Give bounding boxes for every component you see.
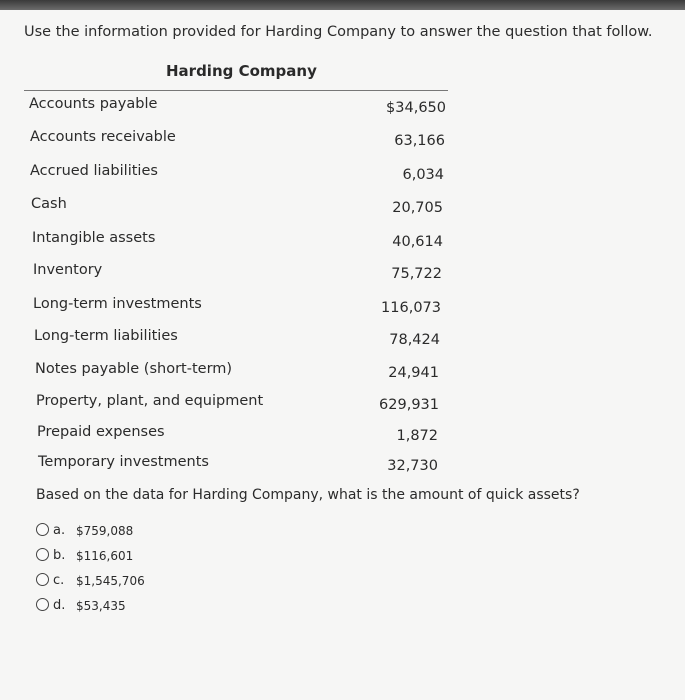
title-divider	[24, 90, 448, 91]
row-label: Accounts receivable	[30, 129, 176, 145]
option-letter: d.	[53, 598, 66, 613]
option-letter: b.	[53, 548, 66, 563]
option-text: $53,435	[76, 599, 126, 613]
table-row	[34, 328, 440, 348]
row-label: Cash	[31, 196, 67, 212]
row-label: Property, plant, and equipment	[36, 393, 264, 409]
row-label: Temporary investments	[38, 454, 209, 470]
option-letter: c.	[53, 573, 65, 588]
table-row	[29, 96, 446, 116]
row-value: 629,931	[379, 397, 439, 413]
table-row	[30, 163, 444, 183]
radio-button[interactable]	[36, 573, 49, 586]
row-value: 1,872	[396, 428, 438, 444]
row-value: 40,614	[392, 234, 443, 250]
option-text: $1,545,706	[76, 574, 145, 588]
radio-button[interactable]	[36, 598, 49, 611]
row-label: Long-term investments	[33, 296, 202, 312]
row-value: 63,166	[394, 133, 445, 149]
option-text: $116,601	[76, 549, 134, 563]
answer-option-b[interactable]	[36, 547, 156, 565]
instruction-text: Use the information provided for Harding Company to answer the question that follow.	[24, 24, 653, 40]
row-label: Prepaid expenses	[37, 424, 165, 440]
table-row	[37, 424, 438, 444]
table-row	[36, 393, 439, 413]
table-row	[32, 230, 443, 250]
row-value: 24,941	[388, 365, 439, 381]
row-value: $34,650	[386, 100, 446, 116]
row-label: Long-term liabilities	[34, 328, 178, 344]
row-value: 75,722	[391, 266, 442, 282]
table-row	[31, 196, 443, 216]
row-value: 78,424	[389, 332, 440, 348]
question-text: Based on the data for Harding Company, what is the amount of quick assets?	[36, 487, 580, 503]
table-row	[33, 296, 441, 316]
answer-option-c[interactable]	[36, 572, 166, 590]
company-title: Harding Company	[166, 62, 317, 80]
table-row	[38, 454, 438, 474]
radio-button[interactable]	[36, 523, 49, 536]
radio-button[interactable]	[36, 548, 49, 561]
row-label: Intangible assets	[32, 230, 156, 246]
question-page	[0, 10, 685, 700]
table-row	[30, 129, 445, 149]
row-value: 6,034	[402, 167, 444, 183]
answer-option-a[interactable]	[36, 522, 156, 540]
row-label: Notes payable (short-term)	[35, 361, 233, 377]
row-label: Accounts payable	[29, 96, 158, 112]
option-text: $759,088	[76, 524, 134, 538]
row-value: 20,705	[392, 200, 443, 216]
answer-option-d[interactable]	[36, 597, 156, 615]
row-label: Inventory	[33, 262, 103, 278]
top-bezel	[0, 0, 685, 10]
table-row	[33, 262, 442, 282]
table-row	[35, 361, 439, 381]
row-value: 32,730	[387, 458, 438, 474]
row-label: Accrued liabilities	[30, 163, 158, 179]
option-letter: a.	[53, 523, 66, 538]
row-value: 116,073	[381, 300, 441, 316]
